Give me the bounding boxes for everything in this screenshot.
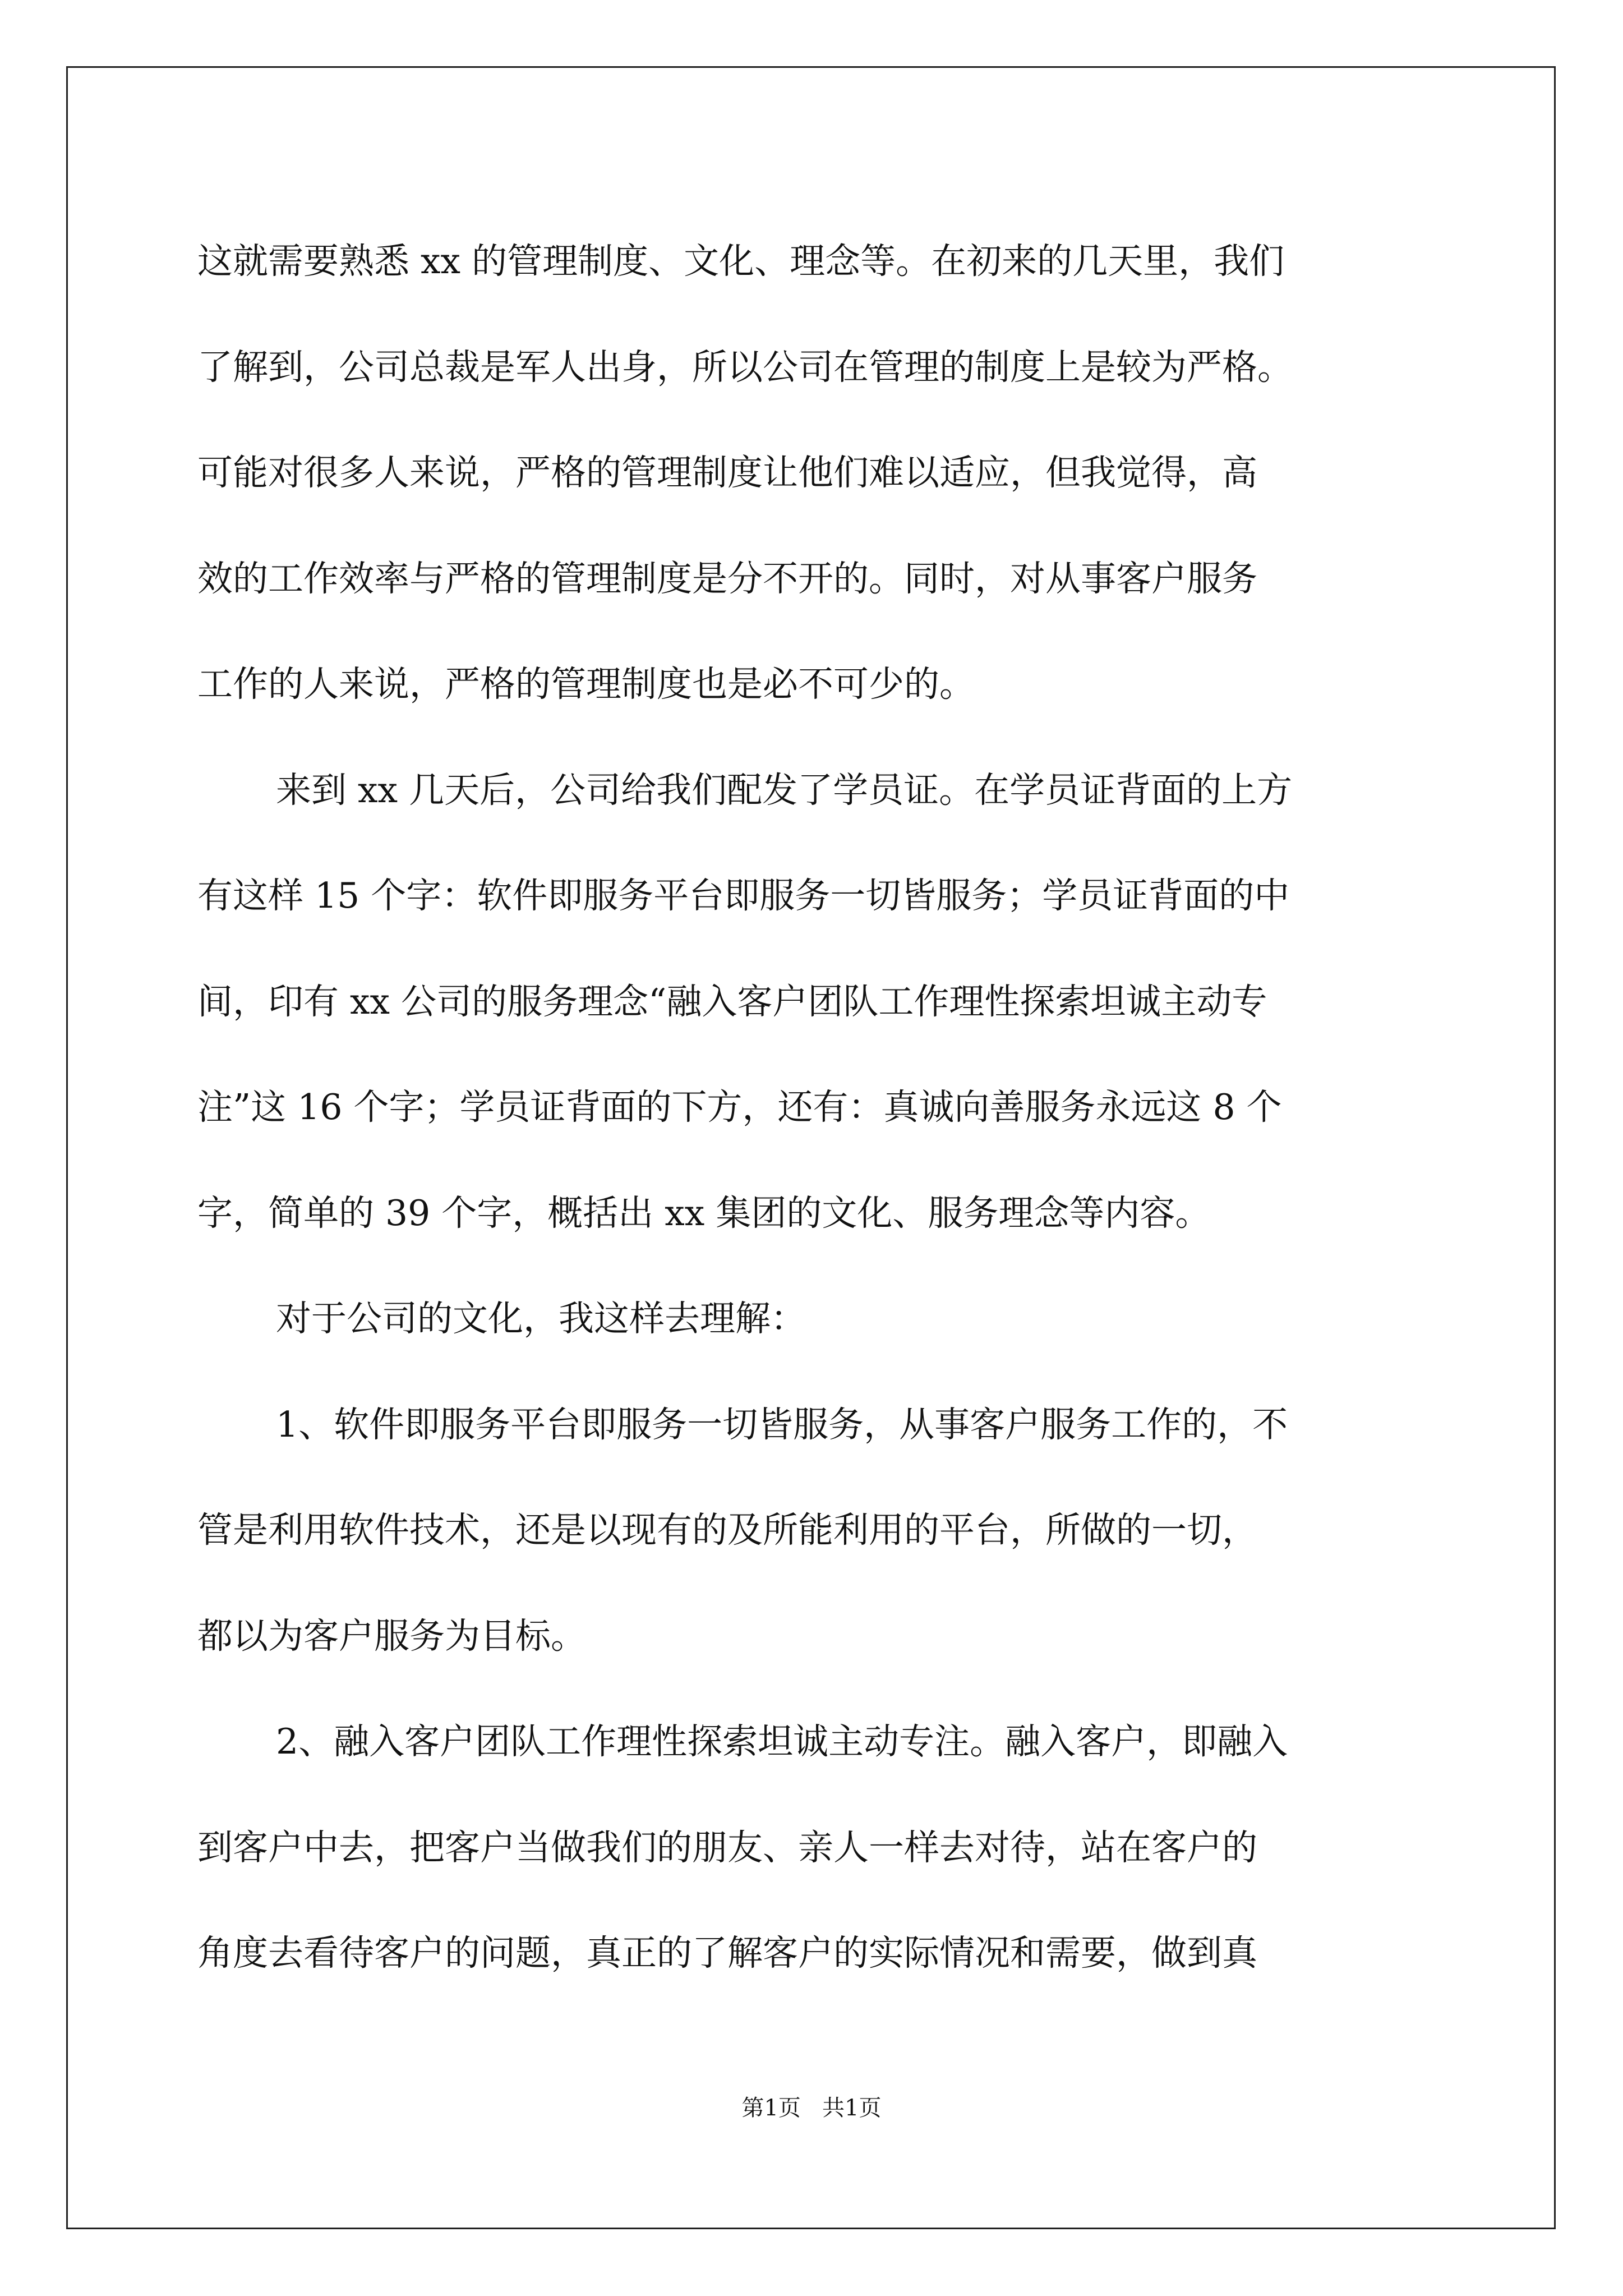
text-line: 了解到，公司总裁是军人出身，所以公司在管理的制度上是较为严格。 bbox=[197, 346, 1293, 388]
text-line: 角度去看待客户的问题，真正的了解客户的实际情况和需要，做到真 bbox=[197, 1932, 1257, 1973]
text-line: 1、软件即服务平台即服务一切皆服务，从事客户服务工作的，不 bbox=[276, 1404, 1288, 1445]
document-body bbox=[197, 209, 1437, 2007]
text-line: 来到 xx 几天后，公司给我们配发了学员证。在学员证背面的上方 bbox=[276, 769, 1293, 811]
text-line: 2、融入客户团队工作理性探索坦诚主动专注。融入客户，即融入 bbox=[276, 1721, 1288, 1762]
text-line: 都以为客户服务为目标。 bbox=[197, 1615, 586, 1657]
text-line: 有这样 15 个字：软件即服务平台即服务一切皆服务；学员证背面的中 bbox=[197, 875, 1290, 916]
text-line: 效的工作效率与严格的管理制度是分不开的。同时，对从事客户服务 bbox=[197, 558, 1257, 599]
text-line: 对于公司的文化，我这样去理解： bbox=[276, 1298, 806, 1339]
text-line: 可能对很多人来说，严格的管理制度让他们难以适应，但我觉得，高 bbox=[197, 452, 1257, 493]
text-line: 这就需要熟悉 xx 的管理制度、文化、理念等。在初来的几天里，我们 bbox=[197, 241, 1285, 282]
text-line: 间，印有 xx 公司的服务理念“融入客户团队工作理性探索坦诚主动专 bbox=[197, 981, 1267, 1022]
text-line: 工作的人来说，严格的管理制度也是必不可少的。 bbox=[197, 664, 975, 705]
page-footer: 第1页 共1页 bbox=[741, 2095, 882, 2121]
text-line: 到客户中去，把客户当做我们的朋友、亲人一样去对待，站在客户的 bbox=[197, 1826, 1257, 1868]
text-line: 字，简单的 39 个字，概括出 xx 集团的文化、服务理念等内容。 bbox=[197, 1192, 1211, 1234]
text-line: 管是利用软件技术，还是以现有的及所能利用的平台，所做的一切， bbox=[197, 1510, 1257, 1550]
text-line: 注”这 16 个字；学员证背面的下方，还有：真诚向善服务永远这 8 个 bbox=[197, 1087, 1282, 1128]
